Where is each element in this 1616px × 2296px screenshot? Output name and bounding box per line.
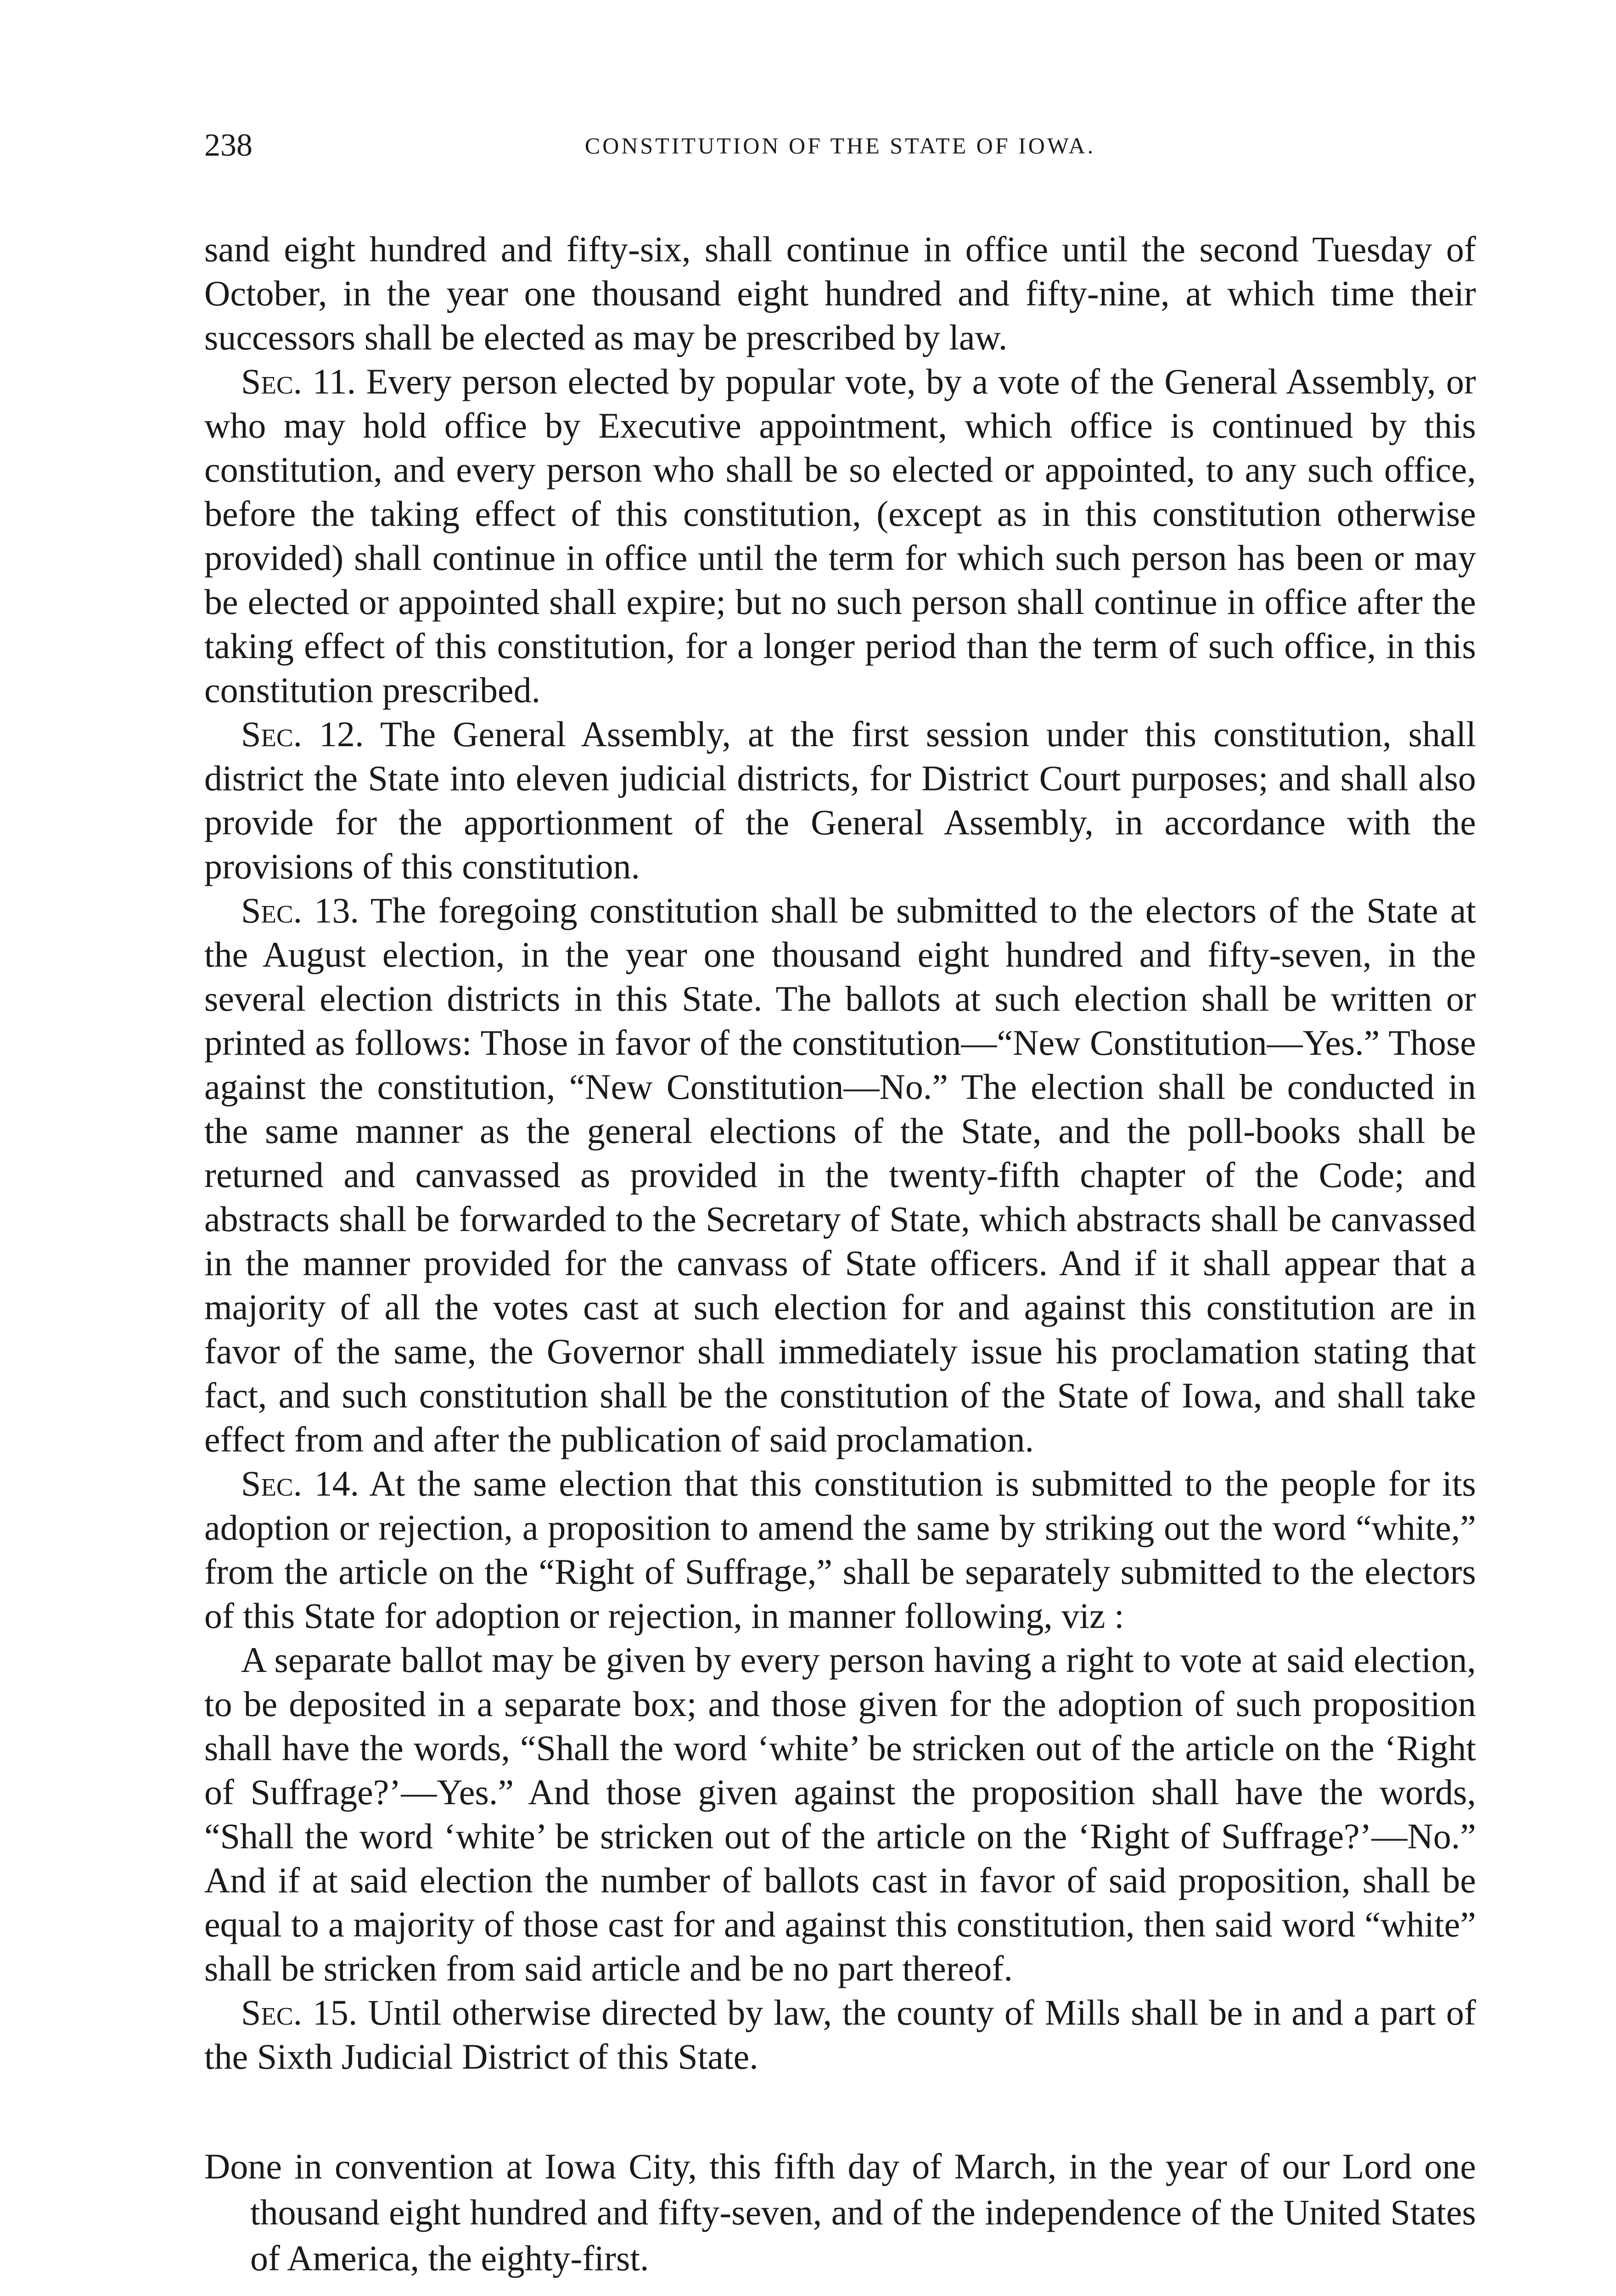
section-13 [204,889,1476,1462]
section-12 [204,712,1476,889]
page-header [204,120,1476,171]
section-label: Sec. 15. [241,1992,358,2032]
section-15 [204,1991,1476,2079]
body-text [204,227,1476,2079]
closing-statement: Done in convention at Iowa City, this fifth day of March, in the year of our Lord one thousand eight hundred and fifty-seven, and of the independence of the United States of America, the eighty-first. [204,2146,1476,2278]
section-label: Sec. 13. [241,890,359,930]
ballot-paragraph [204,1638,1476,1991]
running-head: CONSTITUTION OF THE STATE OF IOWA. [584,133,1096,158]
section-label: Sec. 12. [241,714,364,754]
paragraph-text: sand eight hundred and fifty-six, shall continue in office until the second Tuesday of October, in the year one thousand eight hundred and fifty-nine, at which time their successors shall be elected as may be prescribed by law. [204,229,1476,357]
paragraph-text: At the same election that this constitution is submitted to the people for its adoption or rejection, a proposition to amend the same by striking out the word “white,” from the article on the “Right of Suffrage,” shall be separately submitted to the electors of this State for adoption or rejection, in manner following, viz : [204,1463,1476,1636]
paragraph-text: A separate ballot may be given by every person having a right to vote at said election, to be deposited in a separate box; and those given for the adoption of such proposition shall have the words, “Shall the word ‘white’ be stricken out of the article on the ‘Right of Suffrage?’—Yes.” And those given against the proposition shall have the words, “Shall the word ‘white’ be stricken out of the article on the ‘Right of Suffrage?’—No.” And if at said election the number of ballots cast in favor of said proposition, shall be equal to a majority of those cast for and against this constitution, then said word “white” shall be stricken from said article and be no part thereof. [204,1640,1476,1988]
paragraph-continuation [204,227,1476,360]
section-label: Sec. 11. [241,361,356,401]
paragraph-text: The General Assembly, at the first session under this constitution, shall district the State into eleven judicial districts, for District Court purposes; and shall also provide for the apportionment of the General Assembly, in accordance with the provisions of this constitution. [204,714,1476,886]
paragraph-text: Until otherwise directed by law, the county of Mills shall be in and a part of the Sixth Judicial District of this State. [204,1992,1476,2077]
paragraph-text: Every person elected by popular vote, by a vote of the General Assembly, or who may hold office by Executive appointment, which office is continued by this constitution, and every person who shall be so elected or appointed, to any such office, before the taking effect of this constitution, (except as in this constitution otherwise provided) shall continue in office until the term for which such person has been or may be elected or appointed shall expire; but no such person shall continue in office after the taking effect of this constitution, for a longer period than the term of such office, in this constitution prescribed. [204,361,1476,710]
section-14 [204,1462,1476,1638]
paragraph-text: The foregoing constitution shall be submitted to the electors of the State at the August election, in the year one thousand eight hundred and fifty-seven, in the several election districts in this State. The ballots at such election shall be written or printed as follows: Those in favor of the constitution—“New Constitution—Yes.” Those against the constitution, “New Constitution—No.” The election shall be conducted in the same manner as the general elections of the State, and the poll-books shall be returned and canvassed as provided in the twenty-fifth chapter of the Code; and abstracts shall be forwarded to the Secretary of State, which abstracts shall be canvassed in the manner provided for the canvass of State officers. And if it shall appear that a majority of all the votes cast at such election for and against this constitution are in favor of the same, the Governor shall immediately issue his proclamation stating that fact, and such constitution shall be the constitution of the State of Iowa, and shall take effect from and after the publication of said proclamation. [204,890,1476,1459]
section-11 [204,360,1476,712]
section-label: Sec. 14. [241,1463,359,1503]
page-number: 238 [204,128,252,163]
